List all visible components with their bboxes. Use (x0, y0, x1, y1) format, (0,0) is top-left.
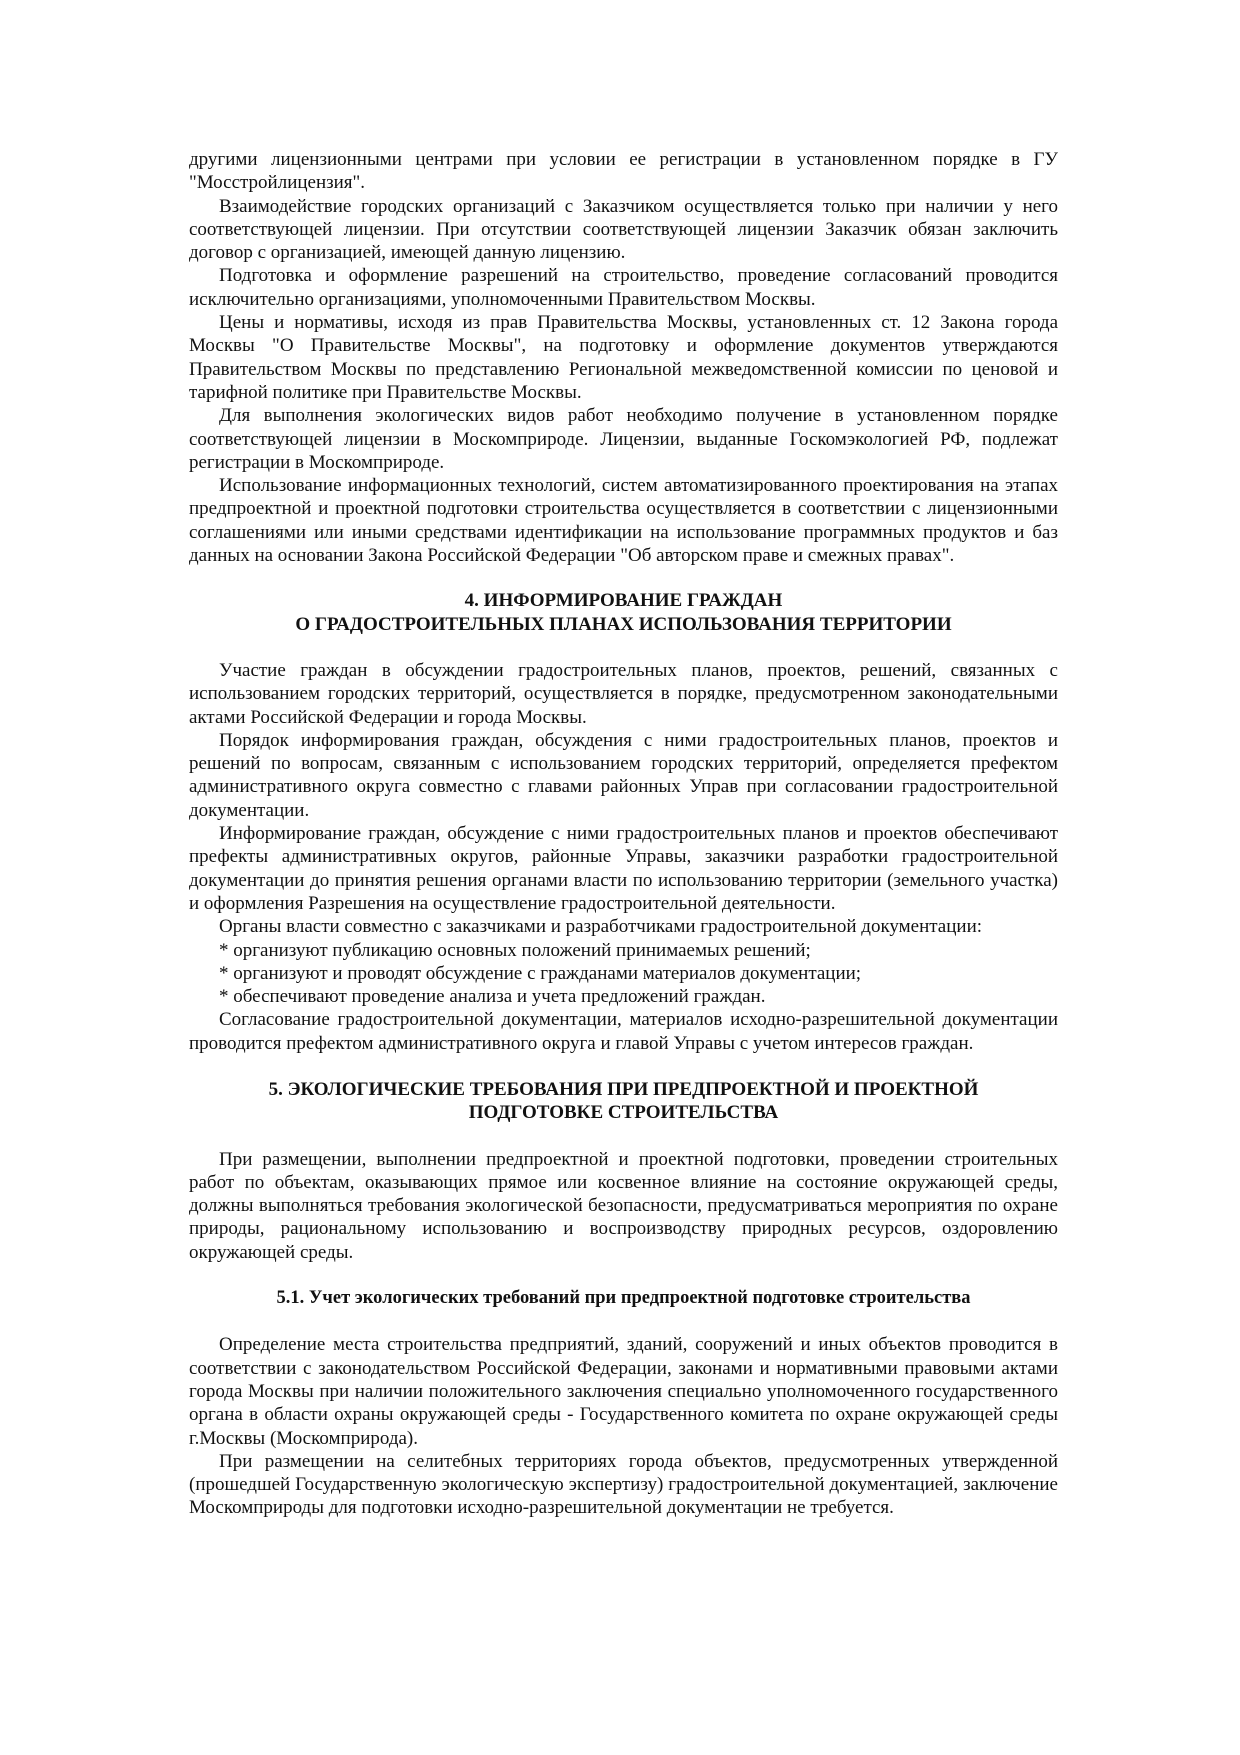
section-5-heading (189, 1078, 1058, 1125)
paragraph: Определение места строительства предприятий, зданий, сооружений и иных объектов проводится в соответствии с законодательством Российской Федерации, законами и нормативными правовыми актами города Москвы при наличии положительного заключения специально уполномоченного государственного органа в области охраны окружающей среды - Государственного комитета по охране окружающей среды г.Москвы (Москомприрода). (189, 1334, 1058, 1449)
paragraph: Для выполнения экологических видов работ необходимо получение в установленном порядке соответствующей лицензии в Москомприроде. Лицензии, выданные Госкомэкологией РФ, подлежат регистрации в Москомприроде. (189, 405, 1058, 473)
paragraph: Взаимодействие городских организаций с Заказчиком осуществляется только при наличии у него соответствующей лицензии. При отсутствии соответствующей лицензии Заказчик обязан заключить договор с организацией, имеющей данную лицензию. (189, 195, 1058, 264)
paragraph: Использование информационных технологий, систем автоматизированного проектирования на этапах предпроектной и проектной подготовки строительства осуществляется в соответствии с лицензионными соглашениями или иными средствами идентификации на использование программных продуктов и баз данных на основании Закона Российской Федерации "Об авторском праве и смежных правах". (189, 475, 1058, 567)
bullet-item: * организуют публикацию основных положений принимаемых решений; (219, 939, 811, 961)
paragraph: Органы власти совместно с заказчиками и разработчиками градостроительной документации: (219, 916, 983, 938)
section-4-heading-line-2: О ГРАДОСТРОИТЕЛЬНЫХ ПЛАНАХ ИСПОЛЬЗОВАНИЯ ТЕРРИТОРИИ (295, 613, 952, 635)
section-4-heading (189, 589, 1058, 636)
paragraph: другими лицензионными центрами при условии ее регистрации в установленном порядке в ГУ "Мосстройлицензия". (189, 149, 1058, 194)
section-5-1-heading: 5.1. Учет экологических требований при предпроектной подготовке строительства (276, 1288, 971, 1309)
bullet-item: * организуют и проводят обсуждение с гражданами материалов документации; (219, 962, 862, 984)
section-5-heading-line-1: 5. ЭКОЛОГИЧЕСКИЕ ТРЕБОВАНИЯ ПРИ ПРЕДПРОЕКТНОЙ И ПРОЕКТНОЙ (268, 1078, 979, 1100)
section-5-heading-line-2: ПОДГОТОВКЕ СТРОИТЕЛЬСТВА (468, 1102, 779, 1124)
paragraph: Порядок информирования граждан, обсуждения с ними градостроительных планов, проектов и решений по вопросам, связанным с использованием городских территорий, определяется префектом административного округа совместно с главами районных Управ при согласовании градостроительной документации. (189, 729, 1058, 821)
paragraph: Информирование граждан, обсуждение с ними градостроительных планов и проектов обеспечивают префекты административных округов, районные Управы, заказчики разработки градостроительной документации до принятия решения органами власти по использованию территории (земельного участка) и оформления Разрешения на осуществление градостроительной деятельности. (189, 823, 1058, 914)
document-page (189, 148, 1058, 1520)
paragraph: Подготовка и оформление разрешений на строительство, проведение согласований проводится исключительно организациями, уполномоченными Правительством Москвы. (189, 265, 1058, 310)
bullet-item: * обеспечивают проведение анализа и учета предложений граждан. (219, 986, 766, 1008)
paragraph: При размещении на селитебных территориях города объектов, предусмотренных утвержденной (прошедшей Государственную экологическую экспертизу) градостроительной документацией, заключение Москомприроды для подготовки исходно-разрешительной документации не требуется. (189, 1450, 1058, 1519)
paragraph: Участие граждан в обсуждении градостроительных планов, проектов, решений, связанных с использованием городских территорий, осуществляется в порядке, предусмотренном законодательными актами Российской Федерации и города Москвы. (189, 659, 1058, 728)
paragraph: Цены и нормативы, исходя из прав Правительства Москвы, установленных ст. 12 Закона города Москвы "О Правительстве Москвы", на подготовку и оформление документов утверждаются Правительством Москвы по представлению Региональной межведомственной комиссии по ценовой и тарифной политике при Правительстве Москвы. (189, 312, 1058, 403)
paragraph: При размещении, выполнении предпроектной и проектной подготовки, проведении строительных работ по объектам, оказывающих прямое или косвенное влияние на состояние окружающей среды, должны выполняться требования экологической безопасности, предусматриваться мероприятия по охране природы, рациональному использованию и воспроизводству природных ресурсов, оздоровлению окружающей среды. (189, 1148, 1058, 1263)
section-4-heading-line-1: 4. ИНФОРМИРОВАНИЕ ГРАЖДАН (464, 590, 783, 612)
paragraph: Согласование градостроительной документации, материалов исходно-разрешительной документации проводится префектом административного округа и главой Управы с учетом интересов граждан. (189, 1009, 1058, 1054)
